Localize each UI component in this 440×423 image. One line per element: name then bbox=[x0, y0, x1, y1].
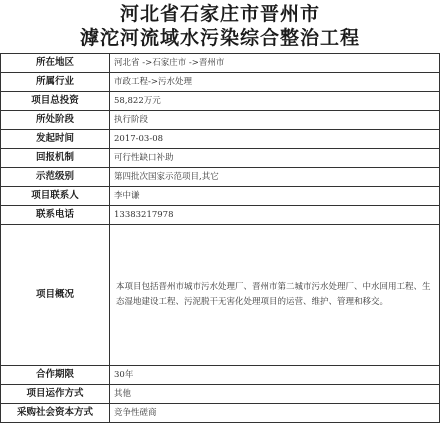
table-row-phone bbox=[1, 206, 440, 225]
table-row-region bbox=[1, 54, 440, 73]
table-row-contact bbox=[1, 187, 440, 206]
row-label: 项目运作方式 bbox=[1, 385, 110, 404]
table-row-stage bbox=[1, 111, 440, 130]
row-value: 2017-03-08 bbox=[110, 130, 440, 149]
row-label: 所在地区 bbox=[1, 54, 110, 73]
row-label: 合作期限 bbox=[1, 366, 110, 385]
row-label: 回报机制 bbox=[1, 149, 110, 168]
row-label: 发起时间 bbox=[1, 130, 110, 149]
table-row-investment bbox=[1, 92, 440, 111]
row-label: 所属行业 bbox=[1, 73, 110, 92]
table-row-industry bbox=[1, 73, 440, 92]
table-row-overview bbox=[1, 225, 440, 366]
row-label: 项目概况 bbox=[1, 225, 110, 366]
row-label: 联系电话 bbox=[1, 206, 110, 225]
row-value: 30年 bbox=[110, 366, 440, 385]
row-value: 李中谦 bbox=[110, 187, 440, 206]
row-label: 采购社会资本方式 bbox=[1, 404, 110, 423]
page-title-line1: 河北省石家庄市晋州市 bbox=[119, 3, 320, 25]
table-row-return bbox=[1, 149, 440, 168]
row-value: 13383217978 bbox=[110, 206, 440, 225]
row-value: 可行性缺口补助 bbox=[110, 149, 440, 168]
row-label: 项目总投资 bbox=[1, 92, 110, 111]
row-label: 项目联系人 bbox=[1, 187, 110, 206]
row-value: 其他 bbox=[110, 385, 440, 404]
table-row-demo-level bbox=[1, 168, 440, 187]
project-info-table bbox=[0, 53, 440, 423]
page-title-line2: 滹沱河流域水污染综合整治工程 bbox=[79, 27, 360, 49]
row-value: 市政工程->污水处理 bbox=[110, 73, 440, 92]
row-value: 竞争性磋商 bbox=[110, 404, 440, 423]
row-label: 示范级别 bbox=[1, 168, 110, 187]
row-value: 河北省 ->石家庄市 ->晋州市 bbox=[110, 54, 440, 73]
overview-text: 本项目包括晋州市城市污水处理厂、晋州市第二城市污水处理厂、中水回用工程、生态湿地建设工程、污泥脱干无害化处理项目的运营、维护、管理和移交。 bbox=[110, 225, 440, 366]
row-value: 58,822万元 bbox=[110, 92, 440, 111]
row-label: 所处阶段 bbox=[1, 111, 110, 130]
row-value: 执行阶段 bbox=[110, 111, 440, 130]
table-row-term bbox=[1, 366, 440, 385]
row-value: 第四批次国家示范项目,其它 bbox=[110, 168, 440, 187]
table-row-operation bbox=[1, 385, 440, 404]
table-row-date bbox=[1, 130, 440, 149]
table-row-procurement bbox=[1, 404, 440, 423]
